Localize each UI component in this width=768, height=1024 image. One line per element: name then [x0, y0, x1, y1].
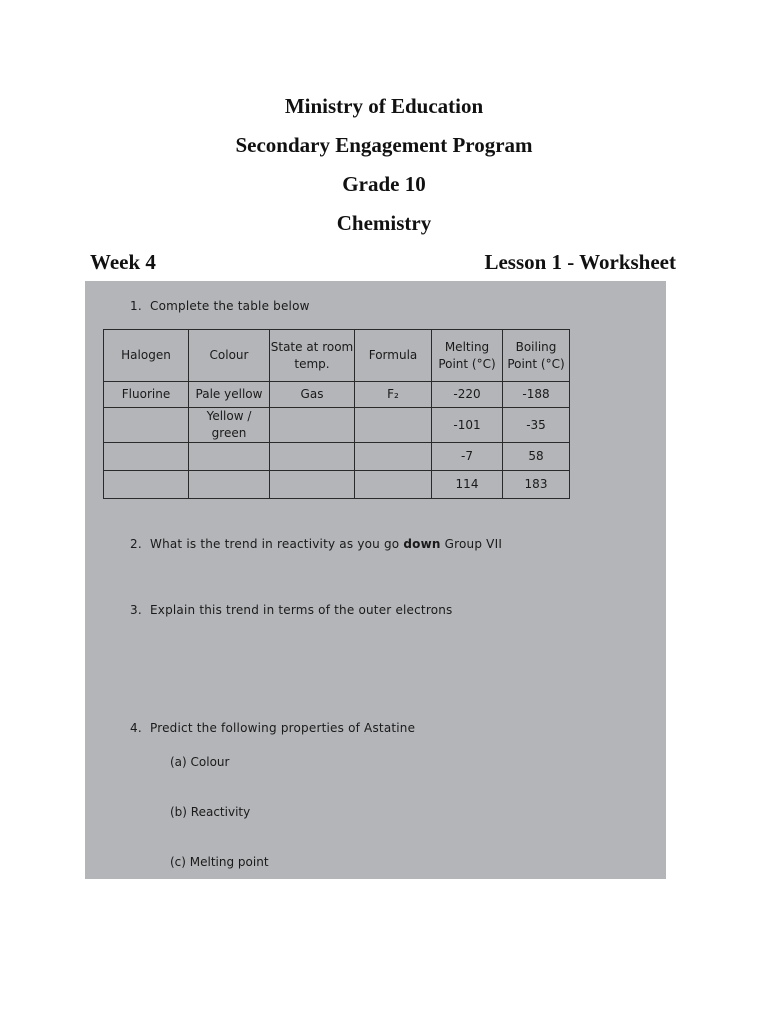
table-row	[104, 471, 570, 499]
title-grade: Grade 10	[342, 172, 426, 196]
question-2-emphasis: down	[403, 537, 441, 551]
table-cell: -101	[432, 408, 503, 443]
question-2	[130, 537, 502, 551]
title-program: Secondary Engagement Program	[235, 133, 533, 157]
question-1	[130, 299, 310, 313]
question-3	[130, 603, 453, 617]
table-row	[104, 382, 570, 408]
table-cell: F₂	[355, 382, 432, 408]
table-cell	[270, 408, 355, 443]
halogen-table	[103, 329, 570, 499]
table-row	[104, 408, 570, 443]
table-cell: -220	[432, 382, 503, 408]
table-header-cell: Melting Point (°C)	[432, 330, 503, 382]
question-3-text: Explain this trend in terms of the outer electrons	[150, 603, 453, 617]
question-4-text: Predict the following properties of Astatine	[150, 721, 416, 735]
title-ministry: Ministry of Education	[284, 94, 484, 118]
table-cell: Fluorine	[104, 382, 189, 408]
question-1-number: 1.	[130, 299, 142, 313]
table-cell: Pale yellow	[189, 382, 270, 408]
table-cell	[104, 471, 189, 499]
lesson-label: Lesson 1 - Worksheet	[484, 250, 676, 274]
table-cell	[189, 443, 270, 471]
table-cell	[355, 408, 432, 443]
question-4	[130, 721, 415, 735]
table-header-cell: Boiling Point (°C)	[503, 330, 570, 382]
table-cell: -35	[503, 408, 570, 443]
table-cell: -188	[503, 382, 570, 408]
table-cell: Gas	[270, 382, 355, 408]
table-cell: -7	[432, 443, 503, 471]
week-label: Week 4	[90, 250, 156, 274]
table-row	[104, 443, 570, 471]
question-4-number: 4.	[130, 721, 142, 735]
table-cell: Yellow / green	[189, 408, 270, 443]
table-header-cell: Formula	[355, 330, 432, 382]
table-cell	[270, 471, 355, 499]
question-2-text-end: Group VII	[440, 537, 503, 551]
table-header-cell: State at room temp.	[270, 330, 355, 382]
worksheet-image	[85, 281, 666, 879]
table-cell	[189, 471, 270, 499]
title-subject: Chemistry	[336, 211, 432, 235]
table-cell	[104, 443, 189, 471]
question-4a: (a) Colour	[170, 755, 230, 769]
table-cell	[270, 443, 355, 471]
question-3-number: 3.	[130, 603, 142, 617]
table-cell: 58	[503, 443, 570, 471]
question-1-text: Complete the table below	[150, 299, 310, 313]
question-4c: (c) Melting point	[170, 855, 269, 869]
table-header-row	[104, 330, 570, 382]
question-2-text: What is the trend in reactivity as you go	[150, 537, 404, 551]
question-2-number: 2.	[130, 537, 142, 551]
table-cell	[104, 408, 189, 443]
question-4b: (b) Reactivity	[170, 805, 251, 819]
table-header-cell: Halogen	[104, 330, 189, 382]
table-header-cell: Colour	[189, 330, 270, 382]
table-cell: 183	[503, 471, 570, 499]
table-cell	[355, 471, 432, 499]
table-cell	[355, 443, 432, 471]
table-cell: 114	[432, 471, 503, 499]
